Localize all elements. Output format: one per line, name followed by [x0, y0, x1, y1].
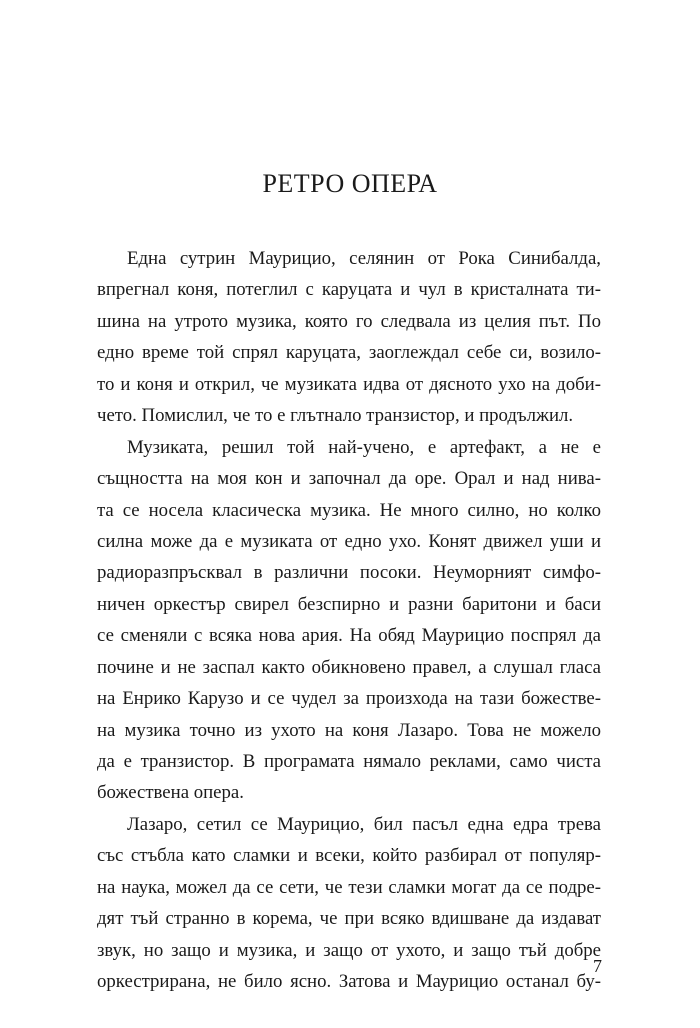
text-line: та се носела класическа музика. Не много силно, но колко: [97, 499, 601, 521]
text-line: ничен оркестър свирел безспирно и разни баритони и баси: [97, 593, 601, 615]
page-number: 7: [593, 956, 602, 976]
text-line: чето. Помислил, че то е глътнало транзистор, и продължил.: [97, 405, 574, 427]
text-line: да е транзистор. В програмата нямало реклами, само чиста: [97, 751, 601, 772]
paragraph-2: [97, 432, 601, 809]
text-line: Една сутрин Маурицио, селянин от Рока Синибалда,: [127, 248, 601, 269]
text-line: дят тъй странно в корема, че при всяко вдишване да издават: [97, 908, 601, 930]
chapter-title: РЕТРО ОПЕРА: [262, 169, 438, 198]
text-line: със стъбла като сламки и всеки, който разбирал от популяр-: [97, 845, 601, 867]
body-text: [97, 243, 601, 998]
text-line: на Енрико Карузо и се чудел за произхода на тази божестве-: [97, 688, 601, 710]
text-line: същността на моя кон и започнал да оре. Орал и над нива-: [97, 468, 601, 490]
text-line: божествена опера.: [97, 782, 244, 804]
paragraph-1: [97, 243, 601, 432]
text-line: то и коня и открил, че музиката идва от дясното ухо на доби-: [97, 373, 601, 395]
text-line: шина на утрото музика, която го следвала из целия път. По: [97, 310, 601, 332]
text-line: звук, но защо и музика, и защо от ухото, и защо тъй добре: [97, 939, 601, 961]
text-line: радиоразпръсквал в различни посоки. Неуморният симфо-: [97, 562, 601, 584]
text-line: Лазаро, сетил се Маурицио, бил пасъл една едра трева: [127, 813, 601, 835]
text-line: се сменяли с всяка нова ария. На обяд Маурицио поспрял да: [97, 625, 601, 647]
text-line: едно време той спрял каруцата, заоглеждал себе си, возило-: [97, 342, 601, 364]
text-line: впрегнал коня, потеглил с каруцата и чул в кристалната ти-: [97, 279, 601, 301]
text-line: Музиката, решил той най-учено, е артефакт, а не е: [127, 436, 601, 458]
text-line: оркестрирана, не било ясно. Затова и Маурицио останал бу-: [97, 971, 601, 993]
text-line: на музика точно из ухото на коня Лазаро. Това не можело: [97, 719, 601, 741]
paragraph-3: [97, 809, 601, 998]
text-line: силна може да е музиката от едно ухо. Конят движел уши и: [97, 530, 601, 552]
text-line: почине и не заспал както обикновено правел, а слушал гласа: [97, 656, 601, 678]
text-line: на наука, можел да се сети, че тези сламки могат да се подре-: [97, 876, 601, 898]
